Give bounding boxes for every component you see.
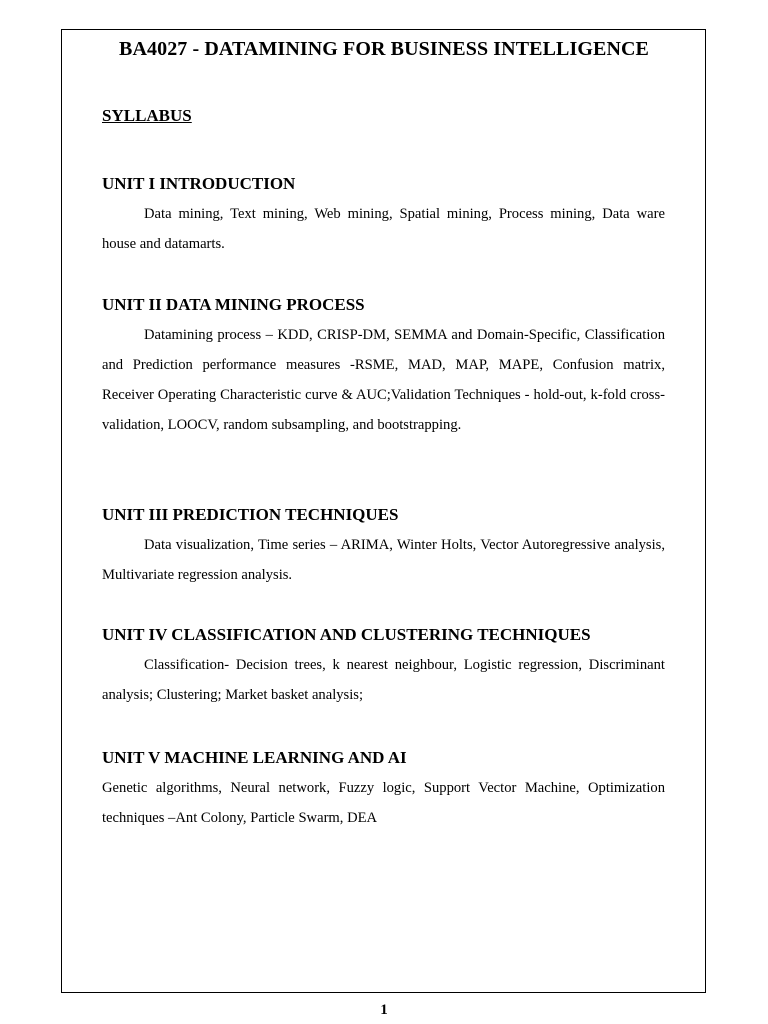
unit-4-body: Classification- Decision trees, k nearest neighbour, Logistic regression, Discriminant analysis; Clustering; Market basket analysis; <box>102 657 665 703</box>
unit-1-section <box>102 172 665 259</box>
document-title: BA4027 - DATAMINING FOR BUSINESS INTELLIGENCE <box>119 38 649 60</box>
unit-5-section <box>102 746 665 833</box>
page-number: 1 <box>380 1002 388 1018</box>
unit-5-heading: UNIT V MACHINE LEARNING AND AI <box>102 748 407 767</box>
unit-3-body: Data visualization, Time series – ARIMA, Winter Holts, Vector Autoregressive analysis, Multivariate regression analysis. <box>102 537 665 583</box>
unit-1-heading: UNIT I INTRODUCTION <box>102 174 296 193</box>
unit-4-heading: UNIT IV CLASSIFICATION AND CLUSTERING TECHNIQUES <box>102 625 591 644</box>
unit-3-heading: UNIT III PREDICTION TECHNIQUES <box>102 505 399 524</box>
unit-3-section <box>102 503 665 590</box>
unit-1-body: Data mining, Text mining, Web mining, Spatial mining, Process mining, Data ware house and datamarts. <box>102 206 665 252</box>
unit-5-body: Genetic algorithms, Neural network, Fuzzy logic, Support Vector Machine, Optimization techniques –Ant Colony, Particle Swarm, DEA <box>102 780 665 826</box>
unit-2-body: Datamining process – KDD, CRISP-DM, SEMMA and Domain-Specific, Classification and Prediction performance measures -RSME, MAD, MAP, MAPE, Confusion matrix, Receiver Operating Characteristic curve & AUC;Validation Techniques - hold-out, k-fold cross-validation, LOOCV, random subsampling, and bootstrapping. <box>102 327 665 433</box>
unit-4-section <box>102 623 665 710</box>
syllabus-heading: SYLLABUS <box>102 106 192 125</box>
unit-2-section <box>102 293 665 440</box>
unit-2-heading: UNIT II DATA MINING PROCESS <box>102 295 365 314</box>
